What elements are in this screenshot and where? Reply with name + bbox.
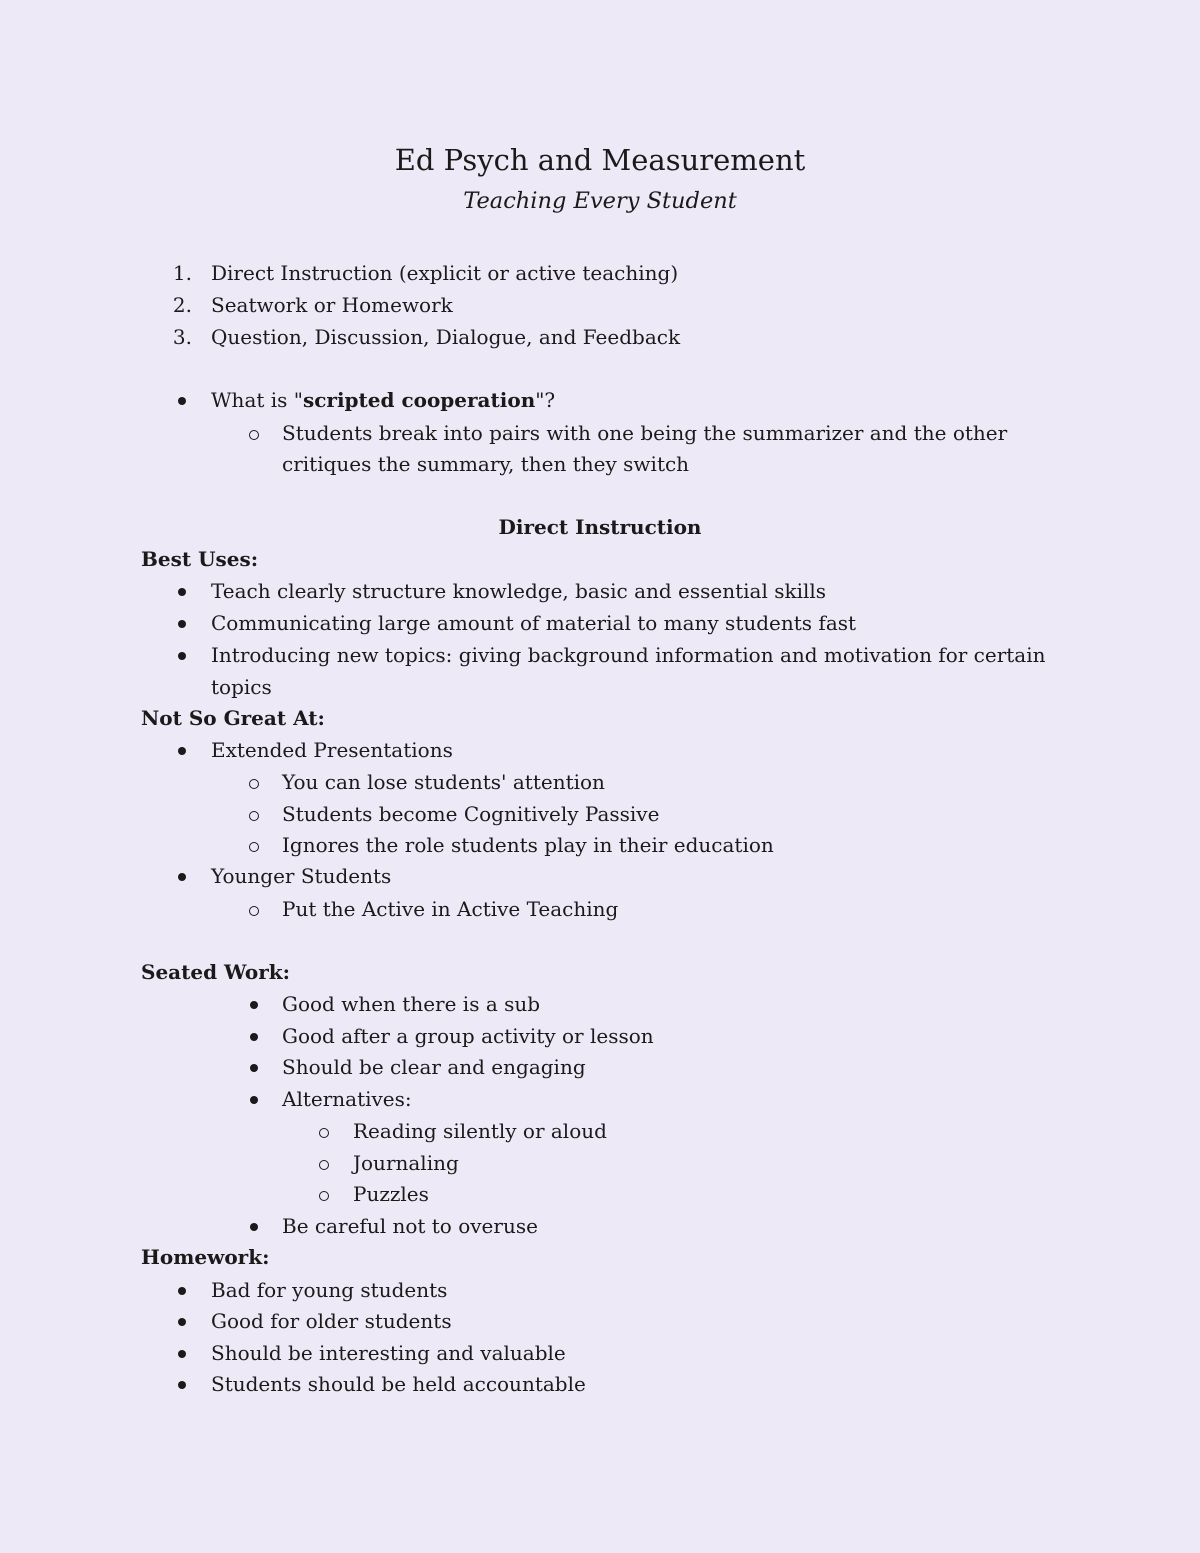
hollow-bullet-icon [249, 811, 259, 821]
question-line [211, 385, 555, 415]
list-item: Extended Presentations [211, 738, 453, 762]
best-uses-label: Best Uses: [141, 547, 259, 571]
bullet-icon [250, 1096, 258, 1104]
sub-list-item: Journaling [353, 1151, 459, 1175]
list-item: Communicating large amount of material to many students fast [211, 611, 857, 635]
bullet-icon [178, 652, 186, 660]
hollow-bullet-icon [249, 779, 259, 789]
bullet-icon [178, 1318, 186, 1326]
question-term: scripted cooperation [302, 388, 536, 412]
question-prefix: What is " [211, 388, 303, 412]
hollow-bullet-icon [249, 430, 259, 440]
bullet-icon [178, 1381, 186, 1389]
hollow-bullet-icon [249, 906, 259, 916]
list-number: 2. [172, 293, 192, 317]
answer-line: Students break into pairs with one being the summarizer and the other [282, 421, 1008, 445]
bullet-icon [250, 1223, 258, 1231]
list-item: Should be clear and engaging [282, 1055, 586, 1079]
sub-list-item: Put the Active in Active Teaching [282, 897, 619, 921]
answer-line: critiques the summary, then they switch [282, 452, 690, 476]
list-item: Direct Instruction (explicit or active teaching) [211, 261, 679, 285]
bullet-icon [178, 397, 186, 405]
bullet-icon [250, 1064, 258, 1072]
bullet-icon [178, 747, 186, 755]
list-item: Should be interesting and valuable [211, 1341, 566, 1365]
list-item: Good after a group activity or lesson [282, 1024, 654, 1048]
sub-list-item: Students become Cognitively Passive [282, 802, 660, 826]
sub-list-item: Puzzles [353, 1182, 429, 1206]
list-item: Seatwork or Homework [211, 293, 453, 317]
list-item: Introducing new topics: giving background information and motivation for certain [211, 643, 1046, 667]
page-title: Ed Psych and Measurement [394, 143, 806, 177]
list-number: 1. [172, 261, 192, 285]
list-item: Teach clearly structure knowledge, basic and essential skills [211, 579, 827, 603]
list-number: 3. [172, 325, 192, 349]
hollow-bullet-icon [319, 1160, 329, 1170]
sub-list-item: Reading silently or aloud [353, 1119, 607, 1143]
bullet-icon [178, 1287, 186, 1295]
bullet-icon [250, 1001, 258, 1009]
list-item-continued: topics [211, 675, 272, 699]
sub-list-item: Ignores the role students play in their education [282, 833, 774, 857]
homework-label: Homework: [141, 1245, 270, 1269]
list-item: Question, Discussion, Dialogue, and Feedback [211, 325, 681, 349]
bullet-icon [178, 1350, 186, 1358]
page-subtitle: Teaching Every Student [463, 188, 737, 214]
list-item: Bad for young students [211, 1278, 448, 1302]
section-heading: Direct Instruction [498, 515, 702, 539]
hollow-bullet-icon [319, 1191, 329, 1201]
list-item: Students should be held accountable [211, 1372, 586, 1396]
hollow-bullet-icon [319, 1128, 329, 1138]
list-item: Good when there is a sub [282, 992, 541, 1016]
bullet-icon [178, 873, 186, 881]
bullet-icon [250, 1033, 258, 1041]
list-item: Alternatives: [282, 1087, 412, 1111]
hollow-bullet-icon [249, 842, 259, 852]
bullet-icon [178, 620, 186, 628]
sub-list-item: You can lose students' attention [282, 770, 605, 794]
seated-work-label: Seated Work: [141, 960, 290, 984]
list-item: Good for older students [211, 1309, 452, 1333]
list-item: Younger Students [211, 864, 392, 888]
list-item: Be careful not to overuse [282, 1214, 538, 1238]
bullet-icon [178, 588, 186, 596]
question-suffix: "? [535, 388, 556, 412]
not-great-label: Not So Great At: [141, 706, 325, 730]
